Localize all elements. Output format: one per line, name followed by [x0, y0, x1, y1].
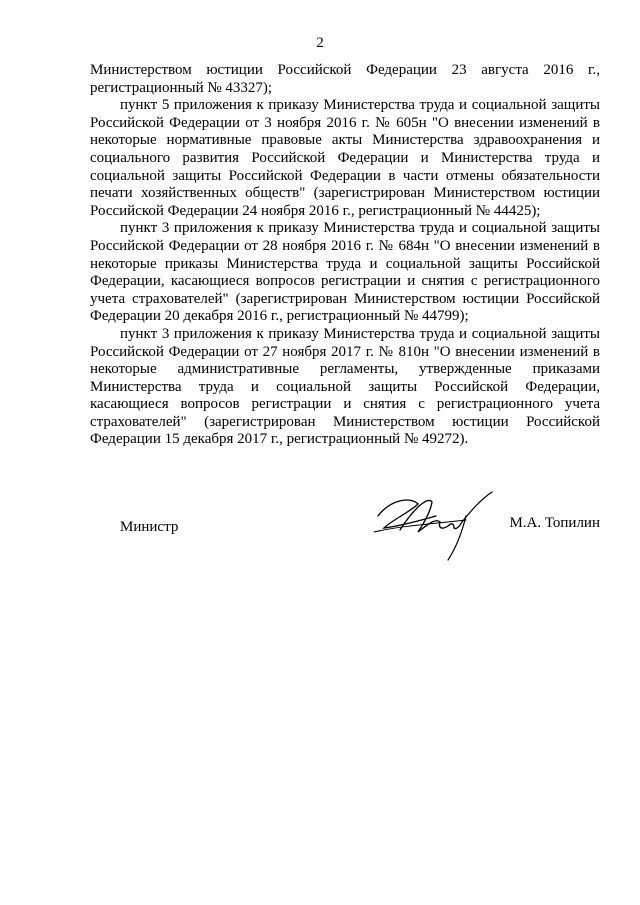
signatory-name: М.А. Топилин [509, 515, 600, 531]
page-number: 2 [316, 35, 324, 51]
signature-block [90, 510, 600, 570]
handwritten-signature [370, 486, 500, 566]
paragraph-item-605n: пункт 5 приложения к приказу Министерства труда и социальной защиты Российской Федерации от 3 ноября 2016 г. № 605н "О внесении изменений в некоторые нормативные правовые акты Министерства здравоохранения и социального развития Российской Федерации и Министерства труда и социальной защиты Российской Федерации в части отмены обязательности печати хозяйственных обществ" (зарегистрирован Министерством юстиции Российской Федерации 24 ноября 2016 г., регистрационный № 44425); [90, 97, 600, 219]
paragraph-continuation: Министерством юстиции Российской Федерации 23 августа 2016 г., регистрационный № 43327); [90, 62, 600, 96]
signatory-title: Министр [120, 519, 179, 535]
document-body [90, 62, 600, 449]
paragraph-item-810n: пункт 3 приложения к приказу Министерства труда и социальной защиты Российской Федерации от 27 ноября 2017 г. № 810н "О внесении изменений в некоторые административные регламенты, утвержденные приказами Министерства труда и социальной защиты Российской Федерации, касающиеся вопросов регистрации и снятия с регистрационного учета страхователей" (зарегистрирован Министерством юстиции Российской Федерации 15 декабря 2017 г., регистрационный № 49272). [90, 325, 600, 448]
paragraph-item-684n: пункт 3 приложения к приказу Министерства труда и социальной защиты Российской Федерации от 28 ноября 2016 г. № 684н "О внесении изменений в некоторые приказы Министерства труда и социальной защиты Российской Федерации, касающиеся вопросов регистрации и снятия с регистрационного учета страхователей" (зарегистрирован Министерством юстиции Российской Федерации 20 декабря 2016 г., регистрационный № 44799); [90, 220, 600, 325]
